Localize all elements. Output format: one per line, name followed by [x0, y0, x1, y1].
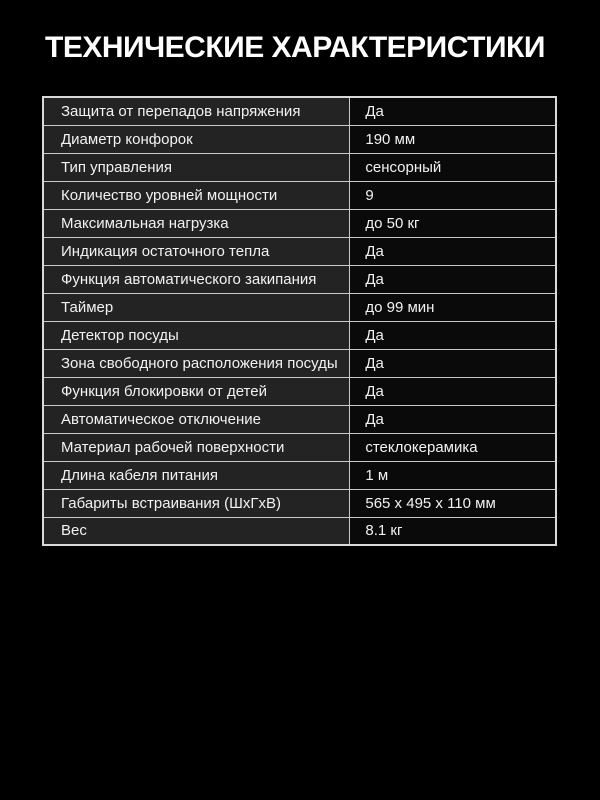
- spec-value: 9: [350, 181, 556, 209]
- spec-value: 565 x 495 x 110 мм: [350, 489, 556, 517]
- spec-value: 1 м: [350, 461, 556, 489]
- spec-label: Максимальная нагрузка: [43, 209, 350, 237]
- table-row: [43, 461, 556, 489]
- spec-value: 190 мм: [350, 125, 556, 153]
- spec-label: Функция автоматического закипания: [43, 265, 350, 293]
- spec-value: Да: [350, 237, 556, 265]
- spec-label: Материал рабочей поверхности: [43, 433, 350, 461]
- spec-label: Количество уровней мощности: [43, 181, 350, 209]
- table-row: [43, 97, 556, 125]
- table-row: [43, 293, 556, 321]
- spec-label: Тип управления: [43, 153, 350, 181]
- spec-value: Да: [350, 97, 556, 125]
- spec-label: Индикация остаточного тепла: [43, 237, 350, 265]
- spec-label: Диаметр конфорок: [43, 125, 350, 153]
- spec-label: Таймер: [43, 293, 350, 321]
- spec-table: [42, 96, 557, 546]
- spec-label: Автоматическое отключение: [43, 405, 350, 433]
- table-row: [43, 153, 556, 181]
- page-title: ТЕХНИЧЕСКИЕ ХАРАКТЕРИСТИКИ: [45, 31, 545, 64]
- spec-label: Габариты встраивания (ШхГхВ): [43, 489, 350, 517]
- spec-label: Функция блокировки от детей: [43, 377, 350, 405]
- table-row: [43, 433, 556, 461]
- spec-label: Детектор посуды: [43, 321, 350, 349]
- table-row: [43, 349, 556, 377]
- table-row: [43, 489, 556, 517]
- table-row: [43, 125, 556, 153]
- table-row: [43, 321, 556, 349]
- table-row: [43, 209, 556, 237]
- spec-value: Да: [350, 321, 556, 349]
- table-row: [43, 181, 556, 209]
- spec-value: Да: [350, 405, 556, 433]
- spec-label: Защита от перепадов напряжения: [43, 97, 350, 125]
- spec-value: стеклокерамика: [350, 433, 556, 461]
- spec-value: сенсорный: [350, 153, 556, 181]
- spec-label: Вес: [43, 517, 350, 545]
- table-row: [43, 405, 556, 433]
- spec-value: до 99 мин: [350, 293, 556, 321]
- spec-label: Зона свободного расположения посуды: [43, 349, 350, 377]
- spec-table-body: [43, 97, 556, 545]
- table-row: [43, 265, 556, 293]
- spec-label: Длина кабеля питания: [43, 461, 350, 489]
- spec-value: Да: [350, 349, 556, 377]
- table-row: [43, 237, 556, 265]
- spec-value: Да: [350, 377, 556, 405]
- spec-value: 8.1 кг: [350, 517, 556, 545]
- table-row: [43, 377, 556, 405]
- table-row: [43, 517, 556, 545]
- spec-value: до 50 кг: [350, 209, 556, 237]
- spec-value: Да: [350, 265, 556, 293]
